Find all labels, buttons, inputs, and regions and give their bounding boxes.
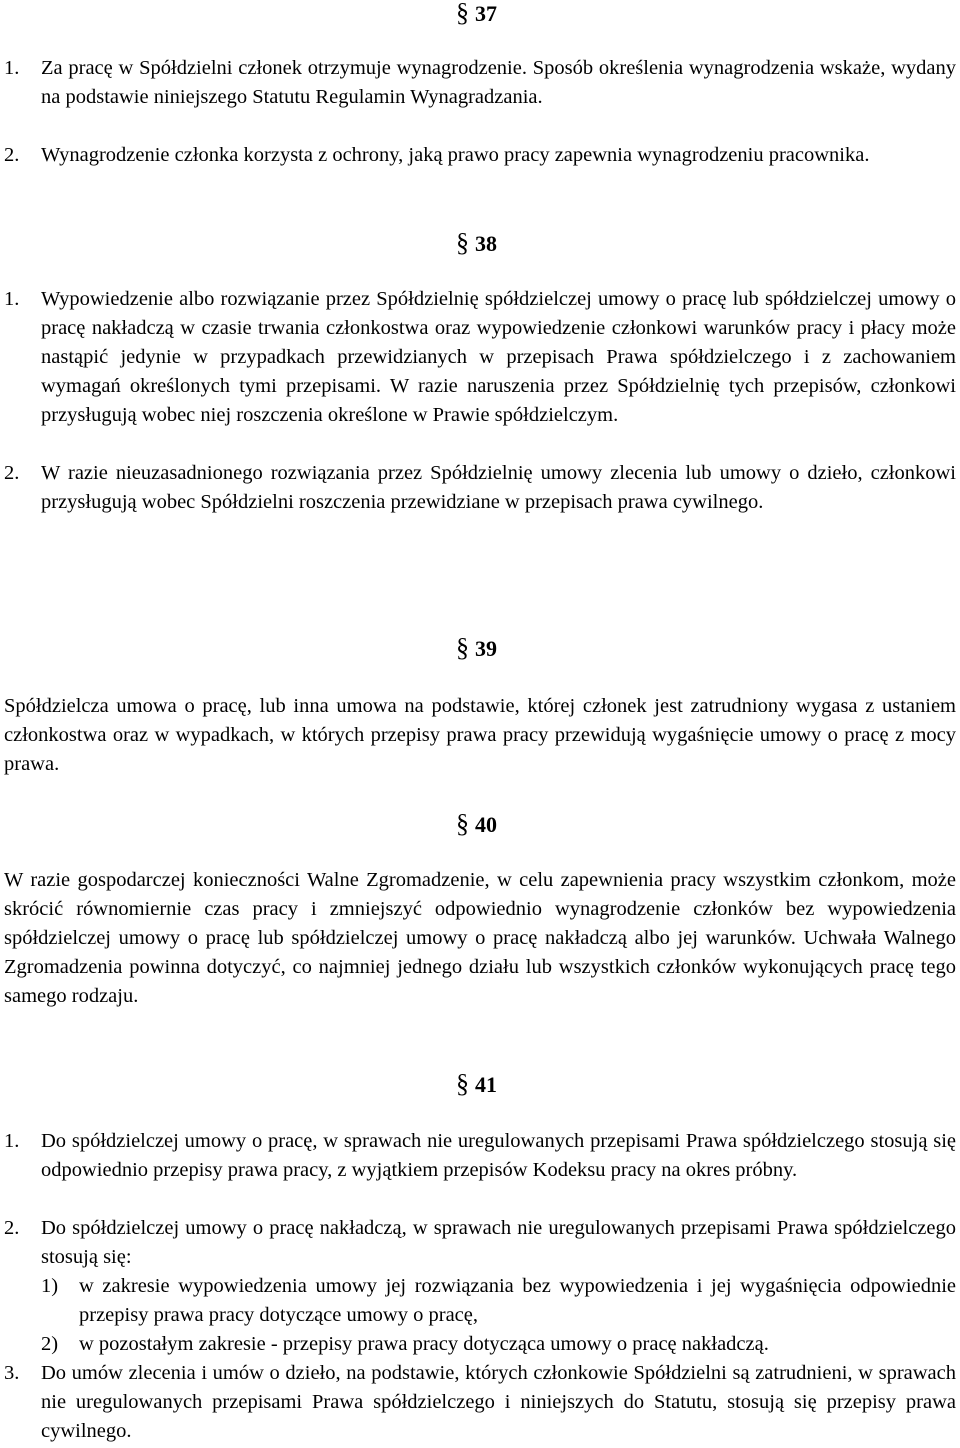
subitem-text: w zakresie wypowiedzenia umowy jej rozwiązania bez wypowiedzenia i jej wygaśnięcia odpowiednie przepisy prawa pracy dotyczące umowy o pracę, — [79, 1275, 956, 1326]
section-symbol: § — [456, 809, 469, 838]
subitem-41-2-2 — [41, 1330, 956, 1359]
section-number: 39 — [475, 636, 497, 661]
section-heading-41 — [456, 1069, 497, 1098]
item-text: Do umów zlecenia i umów o dzieło, na podstawie, których członkowie Spółdzielni są zatrudnieni, w sprawach nie uregulowanych przepisami Prawa spółdzielczego i niniejszych do Statutu, stosują się przepisy prawa cywilnego. — [41, 1362, 956, 1442]
paragraph-39: Spółdzielcza umowa o pracę, lub inna umowa na podstawie, której członek jest zatrudniony wygasa z ustaniem członkostwa oraz w wypadkach, w których przepisy prawa pracy przewidują wygaśnięcie umowy o pracę z mocy prawa. — [4, 695, 956, 775]
section-number: 41 — [475, 1072, 497, 1097]
item-text: Wypowiedzenie albo rozwiązanie przez Spółdzielnię spółdzielczej umowy o pracę lub spółdzielczej umowy o pracę nakładczą w czasie trwania członkostwa oraz wypowiedzenie członkowi warunków pracy i płacy może nastąpić jedynie w przypadkach przewidzianych w przepisach Prawa spółdzielczego i z zachowaniem wymagań określonych tymi przepisami. W razie naruszenia przez Spółdzielnię tych przepisów, członkowi przysługują wobec niej roszczenia określone w Prawie spółdzielczym. — [41, 288, 956, 426]
paragraph-38-2 — [4, 459, 956, 517]
item-text: W razie nieuzasadnionego rozwiązania przez Spółdzielnię umowy zlecenia lub umowy o dzieło, członkowi przysługują wobec Spółdzielni roszczenia przewidziane w przepisach prawa cywilnego. — [41, 462, 956, 513]
paragraph-40: W razie gospodarczej konieczności Walne Zgromadzenie, w celu zapewnienia pracy wszystkim członkom, może skrócić równomiernie czas pracy i zmniejszyć odpowiednio wynagrodzenie członków bez wypowiedzenia spółdzielczej umowy o pracę lub spółdzielczej umowy o pracę nakładczą albo jej warunków. Uchwała Walnego Zgromadzenia powinna dotyczyć, co najmniej jednego działu lub wszystkich członków wykonujących pracę tego samego rodzaju. — [4, 869, 956, 1007]
item-text: Wynagrodzenie członka korzysta z ochrony, jaką prawo pracy zapewnia wynagrodzeniu pracownika. — [41, 144, 870, 166]
item-number: 2. — [4, 1217, 20, 1239]
item-number: 1. — [4, 57, 20, 79]
subitem-number: 1) — [41, 1275, 59, 1297]
section-heading-37 — [456, 1, 497, 26]
item-number: 2. — [4, 144, 20, 166]
section-symbol: § — [456, 0, 469, 27]
item-number: 1. — [4, 1130, 20, 1152]
item-number: 1. — [4, 288, 20, 310]
section-symbol: § — [456, 228, 469, 257]
item-text: Do spółdzielczej umowy o pracę, w sprawach nie uregulowanych przepisami Prawa spółdzielczego stosują się odpowiednio przepisy prawa pracy, z wyjątkiem przepisów Kodeksu pracy na okres próbny. — [41, 1130, 956, 1181]
paragraph-41-2 — [4, 1214, 956, 1272]
item-text: Do spółdzielczej umowy o pracę nakładczą, w sprawach nie uregulowanych przepisami Prawa spółdzielczego stosują się: — [41, 1217, 956, 1268]
paragraph-41-3 — [4, 1359, 956, 1446]
paragraph-37-1 — [4, 54, 956, 112]
section-number: 38 — [475, 231, 497, 256]
paragraph-38-1 — [4, 285, 956, 430]
item-number: 3. — [4, 1362, 20, 1384]
paragraph-41-1 — [4, 1127, 956, 1185]
section-heading-40 — [456, 809, 497, 838]
section-symbol: § — [456, 633, 469, 662]
subitem-number: 2) — [41, 1333, 59, 1355]
section-heading-38 — [456, 228, 497, 257]
section-number: 40 — [475, 812, 497, 837]
subitem-41-2-1 — [41, 1272, 956, 1330]
item-text: Za pracę w Spółdzielni członek otrzymuje wynagrodzenie. Sposób określenia wynagrodzenia wskaże, wydany na podstawie niniejszego Statutu Regulamin Wynagradzania. — [41, 57, 956, 108]
section-symbol: § — [456, 1069, 469, 1098]
subitem-text: w pozostałym zakresie - przepisy prawa pracy dotycząca umowy o pracę nakładczą. — [79, 1333, 769, 1355]
paragraph-37-2 — [4, 141, 956, 170]
section-number: 37 — [475, 1, 497, 26]
section-heading-39 — [456, 633, 497, 662]
item-number: 2. — [4, 462, 20, 484]
